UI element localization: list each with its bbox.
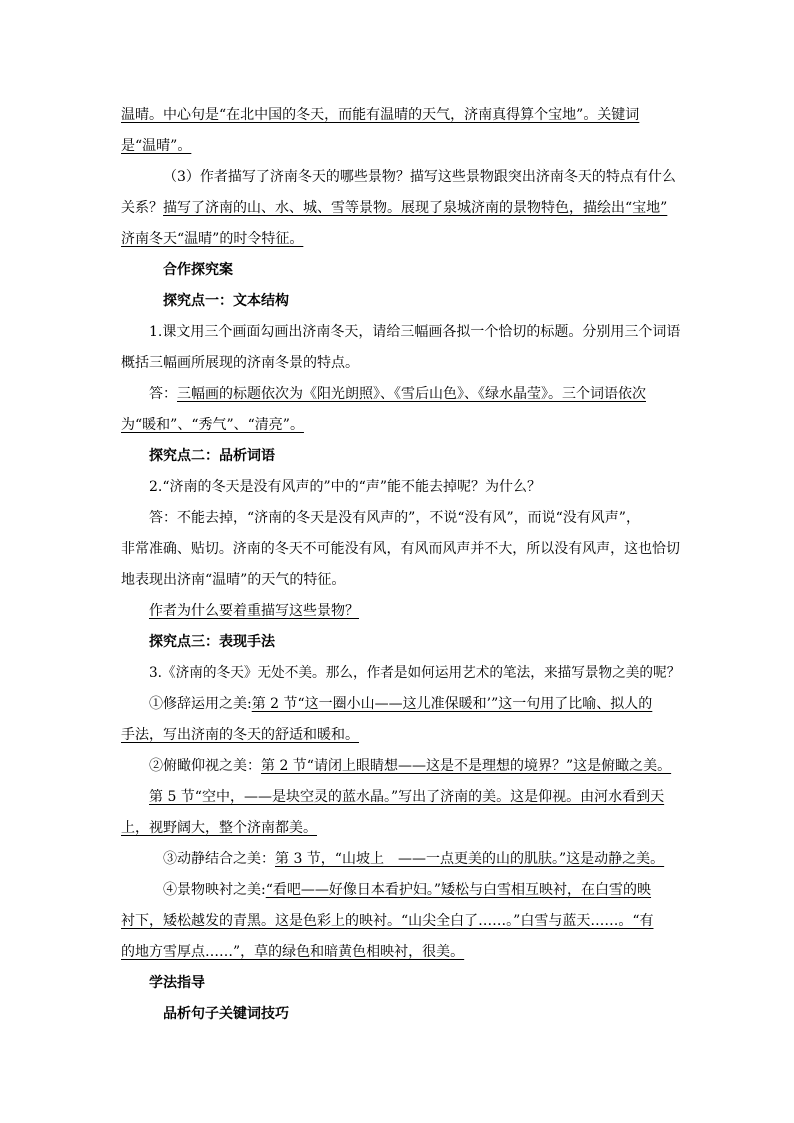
question-line: 2.“济南的冬天是没有风声的”中的“声”能不能去掉呢？为什么？ bbox=[149, 479, 541, 495]
answer-line: 非常准确、贴切。济南的冬天不可能没有风，有风而风声并不大，所以没有风声，这也恰切 bbox=[121, 541, 680, 557]
answer-line bbox=[163, 881, 651, 899]
answer-text: 三幅画的标题依次为《阳光朗照》、《雪后山色》、《绿水晶莹》。三个词语依次 bbox=[177, 386, 646, 402]
answer-text: 第 3 节，“山坡上 ——一点更美的山的肌肤。”这是动静之美。 bbox=[275, 851, 665, 867]
answer-text: 第 2 节“请闭上眼睛想——这是不是理想的境界？”这是俯瞰之美。 bbox=[261, 758, 672, 774]
answer-line: 地表现出济南“温晴”的天气的特征。 bbox=[121, 572, 346, 588]
answer-line: 济南冬天“温晴”的时令特征。 bbox=[121, 231, 304, 247]
point-label: ④景物映衬之美: bbox=[163, 882, 266, 898]
answer-line: 手法，写出济南的冬天的舒适和暖和。 bbox=[121, 727, 359, 743]
answer-text: 描写了济南的山、水、城、雪等景物。展现了泉城济南的景物特色，描绘出“宝地” bbox=[163, 200, 668, 216]
point-label: ②俯瞰仰视之美： bbox=[149, 758, 261, 774]
question-line: 1.课文用三个画面勾画出济南冬天，请给三幅画各拟一个恰切的标题。分别用三个词语 bbox=[149, 324, 681, 340]
question-line: 作者为什么要着重描写这些景物？ bbox=[149, 603, 359, 619]
point-label: ③动静结合之美： bbox=[163, 851, 275, 867]
subsection-heading: 探究点二：品析词语 bbox=[149, 448, 275, 464]
answer-label: 答： bbox=[149, 386, 177, 402]
question-line: 3.《济南的冬天》无处不美。那么，作者是如何运用艺术的笔法，来描写景物之美的呢？ bbox=[149, 665, 681, 681]
answer-line: 为“暖和”、“秀气”、“清亮”。 bbox=[121, 417, 304, 433]
subsection-heading: 品析句子关键词技巧 bbox=[163, 1006, 289, 1022]
answer-line bbox=[149, 385, 646, 403]
answer-line bbox=[149, 757, 671, 775]
answer-line: 的地方雪厚点……”，草的绿色和暗黄色相映衬，很美。 bbox=[121, 944, 465, 960]
answer-line bbox=[149, 695, 652, 713]
subsection-heading: 探究点三：表现手法 bbox=[149, 634, 275, 650]
question-line: 概括三幅画所展现的济南冬景的特点。 bbox=[121, 355, 359, 371]
question-line bbox=[121, 199, 667, 217]
answer-line: 答：不能去掉，“济南的冬天是没有风声的”，不说“没有风”，而说“没有风声”， bbox=[149, 510, 640, 526]
subsection-heading: 探究点一：文本结构 bbox=[163, 293, 289, 309]
question-line: （3）作者描写了济南冬天的哪些景物？描写这些景物跟突出济南冬天的特点有什么 bbox=[163, 169, 676, 185]
section-heading: 学法指导 bbox=[149, 975, 205, 991]
answer-text: 第 2 节“这一圈小山——这儿准保暖和’”这一句用了比喻、拟人的 bbox=[251, 696, 653, 712]
answer-line: 是“温晴”。 bbox=[121, 138, 192, 154]
answer-text: “看吧——好像日本看护妇。”矮松与白雪相互映衬，在白雪的映 bbox=[265, 882, 652, 898]
answer-line: 上，视野阔大，整个济南都美。 bbox=[121, 820, 317, 836]
section-heading: 合作探究案 bbox=[163, 262, 233, 278]
point-label: ①修辞运用之美: bbox=[149, 696, 252, 712]
answer-line bbox=[163, 850, 664, 868]
answer-line: 温晴。中心句是“在北中国的冬天，而能有温晴的天气，济南真得算个宝地”。关键词 bbox=[121, 107, 640, 123]
question-text: 关系？ bbox=[121, 200, 163, 216]
answer-line: 第 5 节“空中，——是块空灵的蓝水晶。”写出了济南的美。这是仰视。由河水看到天 bbox=[149, 789, 665, 805]
answer-line: 衬下，矮松越发的青黑。这是色彩上的映衬。“山尖全白了……。”白雪与蓝天……。“有 bbox=[121, 913, 654, 929]
